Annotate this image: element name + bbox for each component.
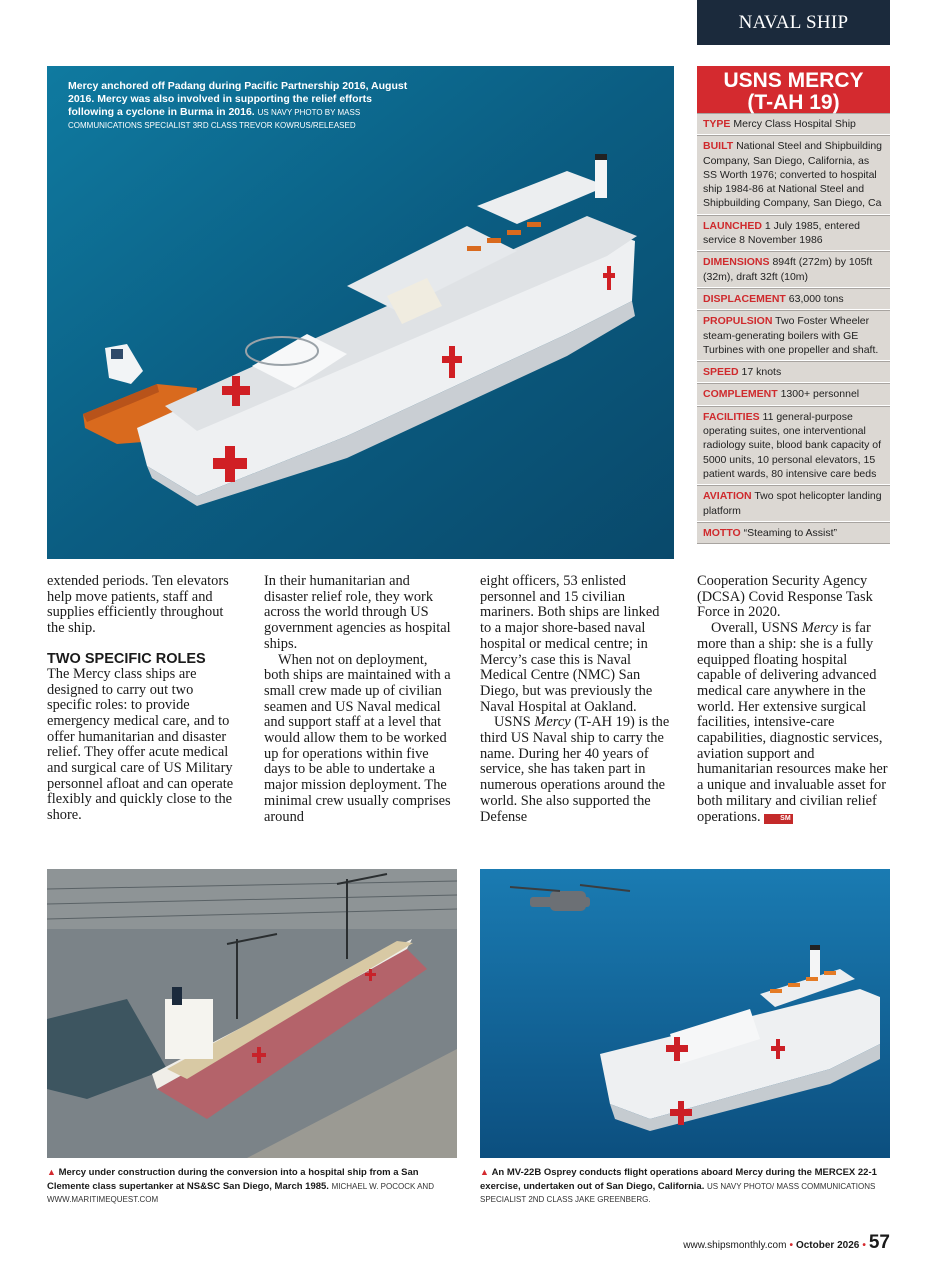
caption-text: Mercy under construction during the conversion into a hospital ship from a San Clemente class supertanker at NS&SC San Diego, March 1985. — [47, 1167, 419, 1192]
article-paragraph — [480, 715, 674, 825]
article-column-2 — [264, 574, 456, 825]
factbox-key: SPEED — [703, 366, 739, 379]
article-paragraph: In their humanitarian and disaster relief role, they work across the world through US government agencies as hospital ships. — [264, 573, 451, 652]
hospital-ship-illustration — [47, 66, 674, 559]
factbox-row-launched — [697, 215, 890, 252]
end-mark-logo: SM — [764, 814, 793, 824]
section-tag: NAVAL SHIP — [697, 0, 890, 45]
shipyard-illustration — [47, 869, 457, 1158]
factbox-value: 1 July 1985, entered service 8 November 1986 — [703, 219, 860, 247]
factbox-value: 63,000 tons — [788, 292, 844, 305]
article-column-4 — [697, 574, 890, 825]
page-number: 57 — [868, 1232, 890, 1253]
footer-separator: • — [862, 1240, 866, 1251]
footer-website[interactable]: www.shipsmonthly.com — [683, 1240, 787, 1251]
caption-text: An MV-22B Osprey conducts flight operations aboard Mercy during the MERCEX 22-1 exercise, undertaken out of San Diego, California. — [480, 1167, 877, 1192]
factbox-value: 1300+ personnel — [780, 388, 860, 401]
caption-osprey — [480, 1166, 892, 1207]
article-column-3 — [480, 574, 674, 825]
ship-and-aircraft-illustration — [480, 869, 890, 1158]
factbox-value: 17 knots — [741, 366, 782, 379]
factbox-key: PROPULSION — [703, 315, 773, 328]
osprey-photo — [480, 869, 890, 1158]
factbox-row-aviation — [697, 485, 890, 522]
factbox-key: TYPE — [703, 118, 731, 130]
factbox-row-built — [697, 135, 890, 214]
caption-triangle-icon: ▲ — [47, 1167, 56, 1177]
text-run: Overall, USNS — [711, 620, 802, 637]
caption-triangle-icon: ▲ — [480, 1167, 489, 1177]
factbox-row-displacement — [697, 288, 890, 310]
text-run: is far more than a ship: she is a fully equipped floating hospital capable of delivering advanced medical care anywhere in the world. Her extensive surgical facilities, intensive-care capabilities, diagnostic services, aviation support and humanitarian resources make her a unique and invaluable asset for both military and civilian relief operations. — [697, 620, 888, 825]
subhead-two-specific-roles: TWO SPECIFIC ROLES — [47, 650, 206, 667]
factbox-title-name: USNS MERCY — [723, 69, 864, 92]
factbox-row-facilities — [697, 406, 890, 485]
article-column-1 — [47, 574, 237, 824]
hero-credit: US NAVY PHOTO BY MASS COMMUNICATIONS SPECIALIST 3RD CLASS TREVOR KOWRUS/RELEASED — [68, 108, 361, 130]
factbox-value: Mercy Class Hospital Ship — [733, 118, 856, 130]
factbox-value: National Steel and Shipbuilding Company, San Diego, California, as SS Worth 1976; converted to hospital ship 1984-86 at National Steel and Shipbuilding Company, San Diego, Ca — [703, 140, 883, 210]
caption-credit: MICHAEL W. POCOCK AND WWW.MARITIMEQUEST.COM — [47, 1181, 434, 1204]
text-run: (T-AH 19) is the third US Naval ship to carry the name. During her 40 years of service, she has taken part in numerous operations around the world. She also supported the Defense — [480, 714, 670, 825]
factbox-key: FACILITIES — [703, 410, 760, 423]
hero-caption-text: Mercy anchored off Padang during Pacific Partnership 2016, August 2016. Mercy was also involved in supporting the relief efforts following a cyclone in Burma in 2016. — [68, 80, 408, 118]
factbox-key: BUILT — [703, 140, 734, 153]
article-paragraph: Cooperation Security Agency (DCSA) Covid Response Task Force in 2020. — [697, 573, 873, 621]
hero-caption — [68, 80, 408, 132]
ship-name: Mercy — [534, 714, 571, 731]
article-paragraph: When not on deployment, both ships are maintained with a small crew made up of civilian seamen and US Naval medical and support staff at a level that would allow them to be worked up for operations within five days to be able to undertake a major mission deployment. The minimal crew usually comprises around — [264, 651, 451, 825]
article-paragraph: The Mercy class ships are designed to carry out two specific roles: to provide emergency medical care, and to offer humanitarian and disaster relief. They offer acute medical and surgical care of US Military personnel afloat and can operate flexibly and quickly close to the shore. — [47, 665, 234, 824]
factbox-key: COMPLEMENT — [703, 388, 778, 401]
factbox-value: 11 general-purpose operating suites, one interventional radiology suite, blood bank capacity of 5000 units, 10 personal elevators, 15 patient wards, 80 intensive care beds — [703, 410, 882, 480]
factbox-value: 894ft (272m) by 105ft (32m), draft 32ft (10m) — [703, 256, 873, 283]
page-footer — [683, 1232, 890, 1254]
text-run: USNS — [494, 714, 535, 731]
factbox-key: LAUNCHED — [703, 219, 762, 232]
factbox-value: “Steaming to Assist” — [743, 526, 838, 539]
factbox-row-propulsion — [697, 310, 890, 361]
factbox-row-speed — [697, 361, 890, 383]
caption-credit: US NAVY PHOTO/ MASS COMMUNICATIONS SPECIALIST 2ND CLASS JAKE GREENBERG. — [480, 1181, 876, 1204]
ship-name: Mercy — [801, 620, 838, 637]
factbox-value: Two spot helicopter landing platform — [703, 490, 882, 517]
factbox-value: Two Foster Wheeler steam-generating boilers with GE Turbines with one propeller and shaft. — [703, 315, 879, 356]
factbox-key: MOTTO — [703, 526, 741, 539]
hero-photo — [47, 66, 674, 559]
article-paragraph: eight officers, 53 enlisted personnel and 15 civilian mariners. Both ships are linked to a major shore-based naval hospital or medical centre; in Mercy’s case this is Naval Medical Centre (NMC) San Diego, but was previously the Naval Hospital at Oakland. — [480, 573, 660, 715]
factbox — [697, 66, 890, 544]
factbox-title-hull: (T-AH 19) — [747, 91, 840, 114]
factbox-key: AVIATION — [703, 490, 752, 503]
footer-issue-date: October 2026 — [795, 1240, 860, 1251]
footer-separator: • — [789, 1240, 793, 1251]
factbox-row-dimensions — [697, 251, 890, 288]
article-paragraph — [697, 621, 890, 825]
factbox-key: DIMENSIONS — [703, 256, 770, 269]
factbox-row-motto — [697, 522, 890, 544]
caption-shipyard — [47, 1166, 457, 1207]
factbox-title — [697, 66, 890, 113]
factbox-row-complement — [697, 383, 890, 405]
factbox-row-type — [697, 113, 890, 135]
article-paragraph: extended periods. Ten elevators help move patients, staff and supplies efficiently throughout the ship. — [47, 573, 229, 637]
factbox-key: DISPLACEMENT — [703, 292, 786, 305]
shipyard-photo — [47, 869, 457, 1158]
